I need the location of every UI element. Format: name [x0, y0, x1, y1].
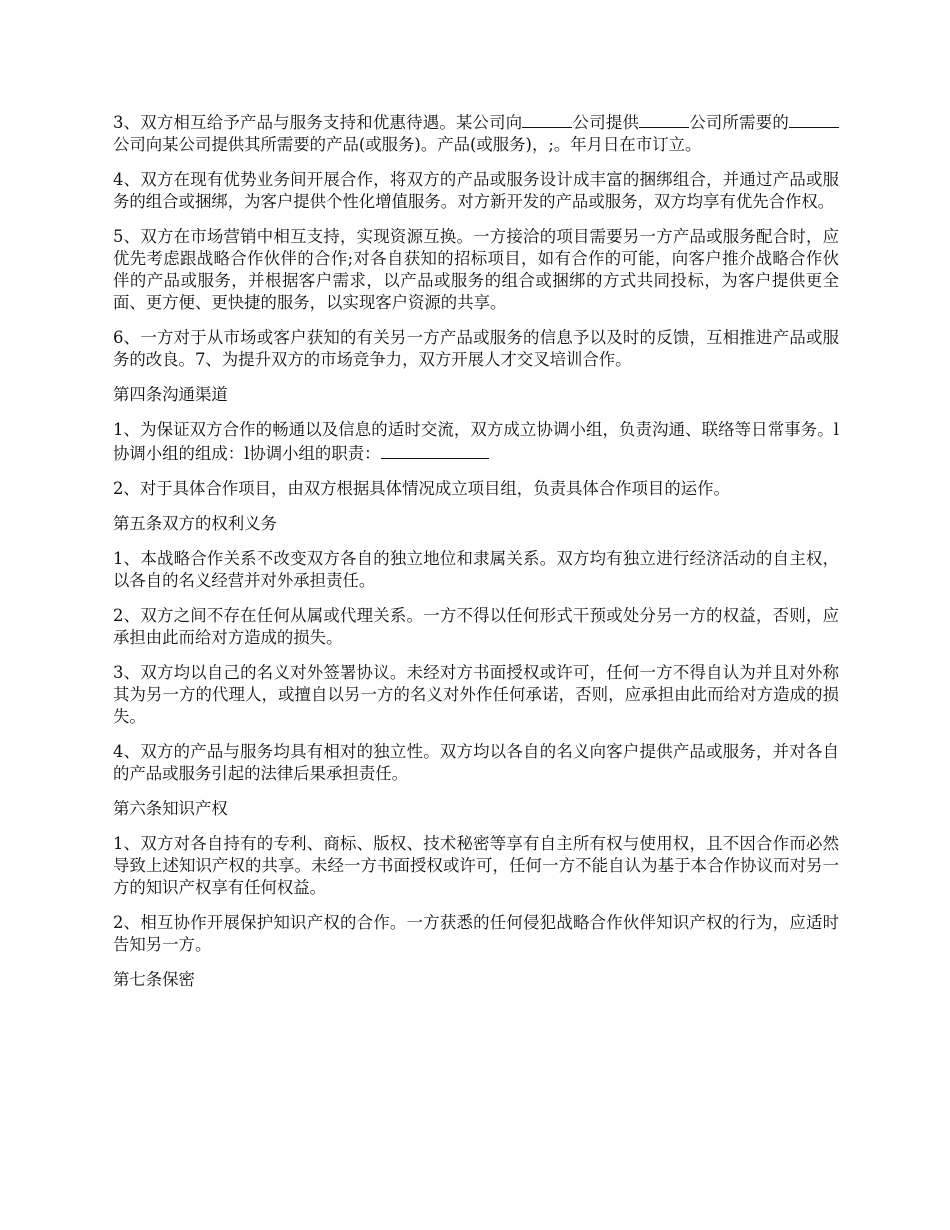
text-segment: 3、双方相互给予产品与服务支持和优惠待遇。某公司向	[113, 113, 523, 132]
document-body	[113, 110, 839, 1004]
paragraph-ip-protection: 2、相互协作开展保护知识产权的合作。一方获悉的任何侵犯战略合作伙伴知识产权的行为，应适时告知另一方。	[113, 913, 839, 954]
paragraph-project-group: 2、对于具体合作项目，由双方根据具体情况成立项目组，负责具体合作项目的运作。	[113, 479, 730, 498]
section-heading-article-6: 第六条知识产权	[113, 799, 228, 818]
paragraph-3-product-support	[113, 110, 839, 156]
paragraph-4-bundled-cooperation: 4、双方在现有优势业务间开展合作，将双方的产品或服务设计成丰富的捆绑组合，并通过产品或服务的组合或捆绑，为客户提供个性化增值服务。对方新开发的产品或服务，双方均享有优先合作权。	[113, 170, 839, 211]
text-segment: 1、为保证双方合作的畅通以及信息的适时交流，双方成立协调小组，负责沟通、联络等日常事务。l协调小组的组成：l协调小组的职责：	[113, 420, 839, 463]
paragraph-independence: 1、本战略合作关系不改变双方各自的独立地位和隶属关系。双方均有独立进行经济活动的自主权，以各自的名义经营并对外承担责任。	[113, 549, 839, 590]
text-segment: 公司所需要的	[689, 113, 790, 132]
blank-field	[639, 110, 689, 128]
paragraph-product-independence: 4、双方的产品与服务均具有相对的独立性。双方均以各自的名义向客户提供产品或服务，并对各自的产品或服务引起的法律后果承担责任。	[113, 742, 839, 783]
blank-field	[789, 110, 839, 128]
blank-field	[381, 441, 489, 459]
paragraph-ip-ownership: 1、双方对各自持有的专利、商标、版权、技术秘密等享有自主所有权与使用权，且不因合作而必然导致上述知识产权的共享。未经一方书面授权或许可，任何一方不能自认为基于本合作协议而对另一方的知识产权享有任何权益。	[113, 834, 839, 897]
text-segment: 公司提供	[572, 113, 640, 132]
blank-field	[522, 110, 572, 128]
paragraph-no-subordination: 2、双方之间不存在任何从属或代理关系。一方不得以任何形式干预或处分另一方的权益，否则，应承担由此而给对方造成的损失。	[113, 606, 839, 647]
paragraph-signing-agreements: 3、双方均以自己的名义对外签署协议。未经对方书面授权或许可，任何一方不得自认为并且对外称其为另一方的代理人，或擅自以另一方的名义对外作任何承诺，否则，应承担由此而给对方造成的损失。	[113, 663, 839, 726]
section-heading-article-5: 第五条双方的权利义务	[113, 514, 277, 533]
section-heading-article-7: 第七条保密	[113, 970, 195, 989]
text-segment: 公司向某公司提供其所需要的产品(或服务)。产品(或服务)，;。年月日在市订立。	[113, 135, 702, 154]
paragraph-5-marketing-support: 5、双方在市场营销中相互支持，实现资源互换。一方接洽的项目需要另一方产品或服务配合时，应优先考虑跟战略合作伙伴的合作;对各自获知的招标项目，如有合作的可能，向客户推介战略合作伙伴的产品或服务，并根据客户需求，以产品或服务的组合或捆绑的方式共同投标，为客户提供更全面、更方便、更快捷的服务，以实现客户资源的共享。	[113, 227, 839, 312]
section-heading-article-4: 第四条沟通渠道	[113, 385, 228, 404]
paragraph-coordination-group	[113, 419, 839, 465]
paragraph-6-feedback-training: 6、一方对于从市场或客户获知的有关另一方产品或服务的信息予以及时的反馈，互相推进产品或服务的改良。7、为提升双方的市场竞争力，双方开展人才交叉培训合作。	[113, 328, 839, 369]
